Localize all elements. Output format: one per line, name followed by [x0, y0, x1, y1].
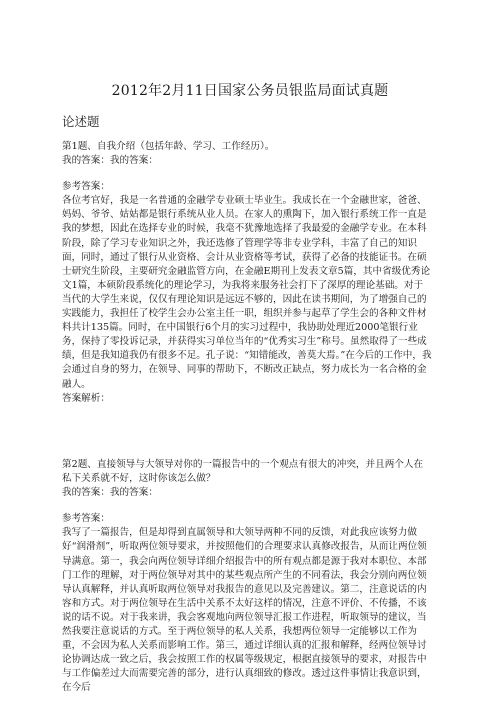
question-2-reference-answer: 我写了一篇报告，但是却得到直属领导和大领导两种不同的反馈，对此我应该努力做好“润滑剂”，听取两位领导要求，并按照他们的合理要求认真修改报告，从而让两位领导满意。第一，我会向两位领导详细介绍报告中的所有观点都是源于我对本职位、本部门工作的理解，对于两位领导对其中的某些观点所产生的不同看法，我会分别向两位领导认真解释，并认真听取两位领导对我报告的意见以及完善建议。第二，注意说话的内容和方式。对于两位领导在生活中关系不太好这样的情况，注意不评价、不传播，不该说的话不说。对于我来讲，我会客观地向两位领导汇报工作进程，听取领导的建议，当然我要注意说话的方式。至于两位领导的私人关系，我想两位领导一定能够以工作为重，不会因为私人关系而影响工作。第三，通过详细认真的汇报和解释，经两位领导讨论协调达成一致之后，我会按照工作的权属等级规定，根据直接领导的要求，对报告中与工作偏差过大而需要完善的部分，进行认真细致的修改。透过这件事情让我意识到，在今后 — [62, 527, 427, 694]
question-1-my-answer: 我的答案：我的答案： — [62, 155, 158, 167]
question-1-block — [62, 140, 432, 406]
question-2-text: 第2题、直接领导与大领导对你的一篇报告中的一个观点有很大的冲突，并且两个人在私下关系就不好，这时你该怎么做？ — [62, 459, 424, 485]
question-1-text: 第1题、自我介绍（包括年龄、学习、工作经历）。 — [62, 141, 275, 152]
section-heading: 论述题 — [62, 114, 100, 129]
question-1-reference-label: 参考答案： — [62, 181, 110, 193]
question-1-analysis-label: 答案解析： — [62, 392, 110, 404]
question-2-reference-label: 参考答案： — [62, 513, 110, 525]
question-2-block — [62, 458, 432, 696]
question-2-my-answer: 我的答案：我的答案： — [62, 487, 158, 499]
question-1-reference-answer: 各位考官好，我是一名普通的金融学专业硕士毕业生。我成长在一个金融世家，爸爸、妈妈、爷爷、姑姑都是银行系统从业人员。在家人的熏陶下，加入银行系统工作一直是我的梦想，因此在选择专业的时候，我毫不犹豫地选择了我最爱的金融学专业。在本科阶段，除了学习专业知识之外，我还选修了管理学等非专业学科，丰富了自己的知识面，同时，通过了银行从业资格、会计从业资格等考试，获得了必备的技能证书。在硕士研究生阶段，主要研究金融监管方向，在金融E期刊上发表文章5篇，其中省级优秀论文1篇，本硕阶段系统化的理论学习，为我将来服务社会打下了深厚的理论基础。对于当代的大学生来说，仅仅有理论知识是远远不够的，因此在读书期间，为了增强自己的实践能力，我担任了校学生会办公室主任一职，组织并参与起草了学生会的各种文件材料共计135篇。同时，在中国银行6个月的实习过程中，我协助处理近2000笔银行业务，保持了零投诉记录，并获得实习单位当年的“优秀实习生”称号。虽然取得了一些成绩，但是我知道我仍有很多不足。孔子说：“知错能改，善莫大焉。”在今后的工作中，我会通过自身的努力，在领导、同事的帮助下，不断改正缺点，努力成长为一名合格的金融人。 — [62, 195, 432, 390]
page-title: 2012年2月11日国家公务员银监局面试真题 — [111, 83, 389, 99]
